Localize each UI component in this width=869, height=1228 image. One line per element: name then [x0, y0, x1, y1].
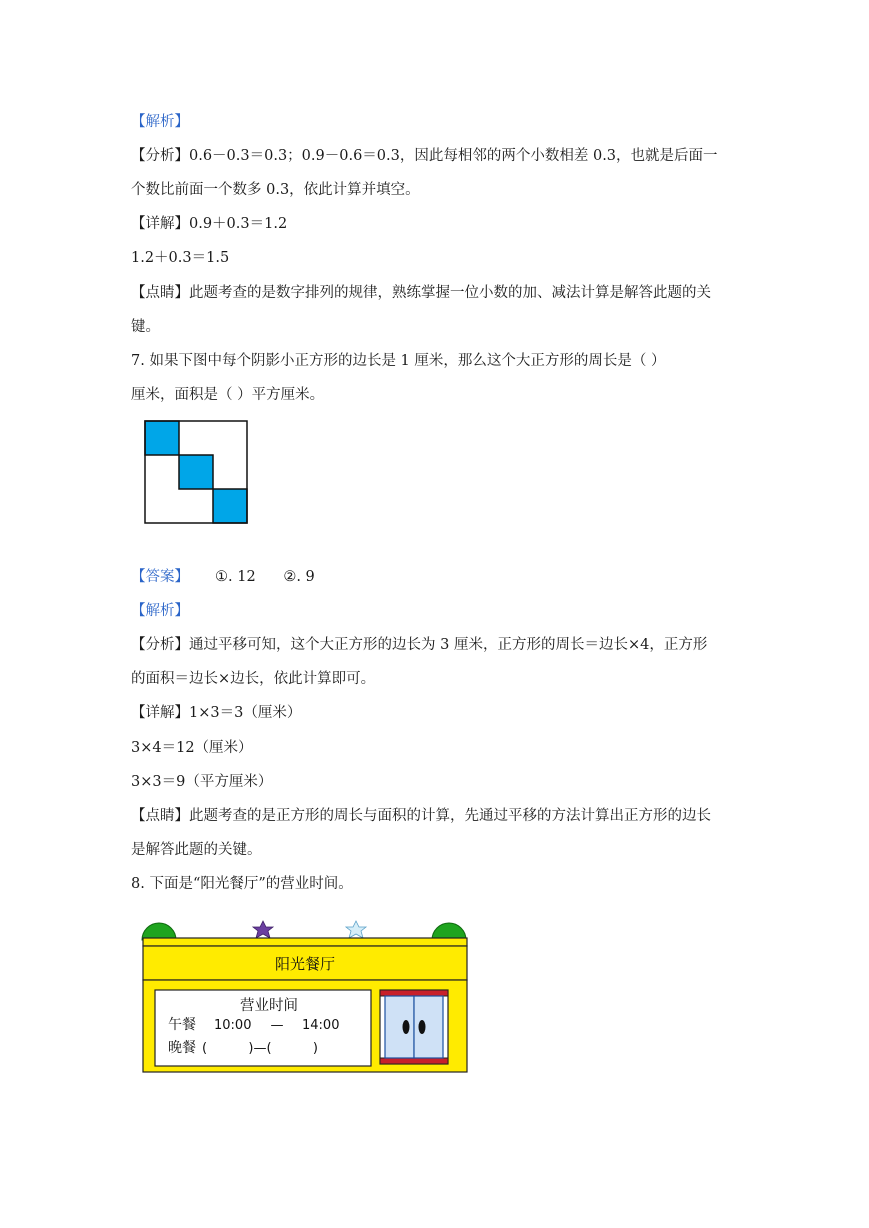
shaded-square-2 — [179, 455, 213, 489]
restaurant-sign-figure — [138, 910, 472, 1074]
light-star-icon — [346, 921, 366, 938]
shaded-square-3 — [213, 489, 247, 523]
comment-2-line-2: 是解答此题的关键。 — [131, 842, 262, 858]
lunch-end: 14:00 — [302, 1018, 340, 1033]
jiexi-heading-1: 【解析】 — [131, 114, 189, 130]
door-right-handle — [419, 1020, 426, 1034]
door-bottom-bar — [380, 1058, 448, 1064]
answer-label: 【答案】 — [131, 569, 189, 585]
comment-1-line-2: 键。 — [131, 319, 160, 335]
shaded-square-1 — [145, 421, 179, 455]
door-left-panel — [385, 996, 414, 1058]
dinner-blanks: ( )—( ) — [202, 1041, 318, 1056]
comment-1-line-1: 【点睛】此题考查的是数字排列的规律，熟练掌握一位小数的加、减法计算是解答此题的关 — [131, 285, 711, 301]
roof-band — [143, 938, 467, 946]
answer-values: ①. 12 ②. 9 — [215, 569, 315, 585]
question-7-line-1: 7. 如果下图中每个阴影小正方形的边长是 1 厘米，那么这个大正方形的周长是（ ） — [131, 353, 666, 369]
analysis-1-line-2: 个数比前面一个数多 0.3，依此计算并填空。 — [131, 182, 420, 198]
door-left-handle — [403, 1020, 410, 1034]
door-top-bar — [380, 990, 448, 996]
lunch-label: 午餐 — [168, 1017, 196, 1033]
analysis-2-line-2: 的面积＝边长×边长，依此计算即可。 — [131, 671, 376, 687]
shaded-squares-figure — [144, 420, 250, 526]
question-7-line-2: 厘米，面积是（ ）平方厘米。 — [131, 387, 325, 403]
analysis-2-line-1: 【分析】通过平移可知，这个大正方形的边长为 3 厘米，正方形的周长＝边长×4，正方形 — [131, 637, 708, 653]
calc-2: 3×4＝12（厘米） — [131, 740, 253, 756]
jiexi-heading-2: 【解析】 — [131, 603, 189, 619]
hours-title: 营业时间 — [240, 998, 298, 1014]
calc-1: 1.2＋0.3＝1.5 — [131, 250, 230, 266]
analysis-1-line-1: 【分析】0.6－0.3＝0.3；0.9－0.6＝0.3，因此每相邻的两个小数相差 0.3，也就是后面一 — [131, 148, 718, 164]
lunch-start: 10:00 — [214, 1018, 252, 1033]
detail-2: 【详解】1×3＝3（厘米） — [131, 705, 302, 721]
comment-2-line-1: 【点睛】此题考查的是正方形的周长与面积的计算，先通过平移的方法计算出正方形的边长 — [131, 808, 711, 824]
detail-1: 【详解】0.9＋0.3＝1.2 — [131, 216, 288, 232]
door-right-panel — [414, 996, 443, 1058]
lunch-dash: — — [270, 1018, 284, 1033]
restaurant-name: 阳光餐厅 — [274, 955, 336, 973]
dinner-label: 晚餐 — [168, 1040, 196, 1056]
purple-star-icon — [253, 921, 273, 938]
answer-7 — [131, 567, 315, 587]
calc-3: 3×3＝9（平方厘米） — [131, 774, 273, 790]
question-8: 8. 下面是“阳光餐厅”的营业时间。 — [131, 876, 353, 892]
